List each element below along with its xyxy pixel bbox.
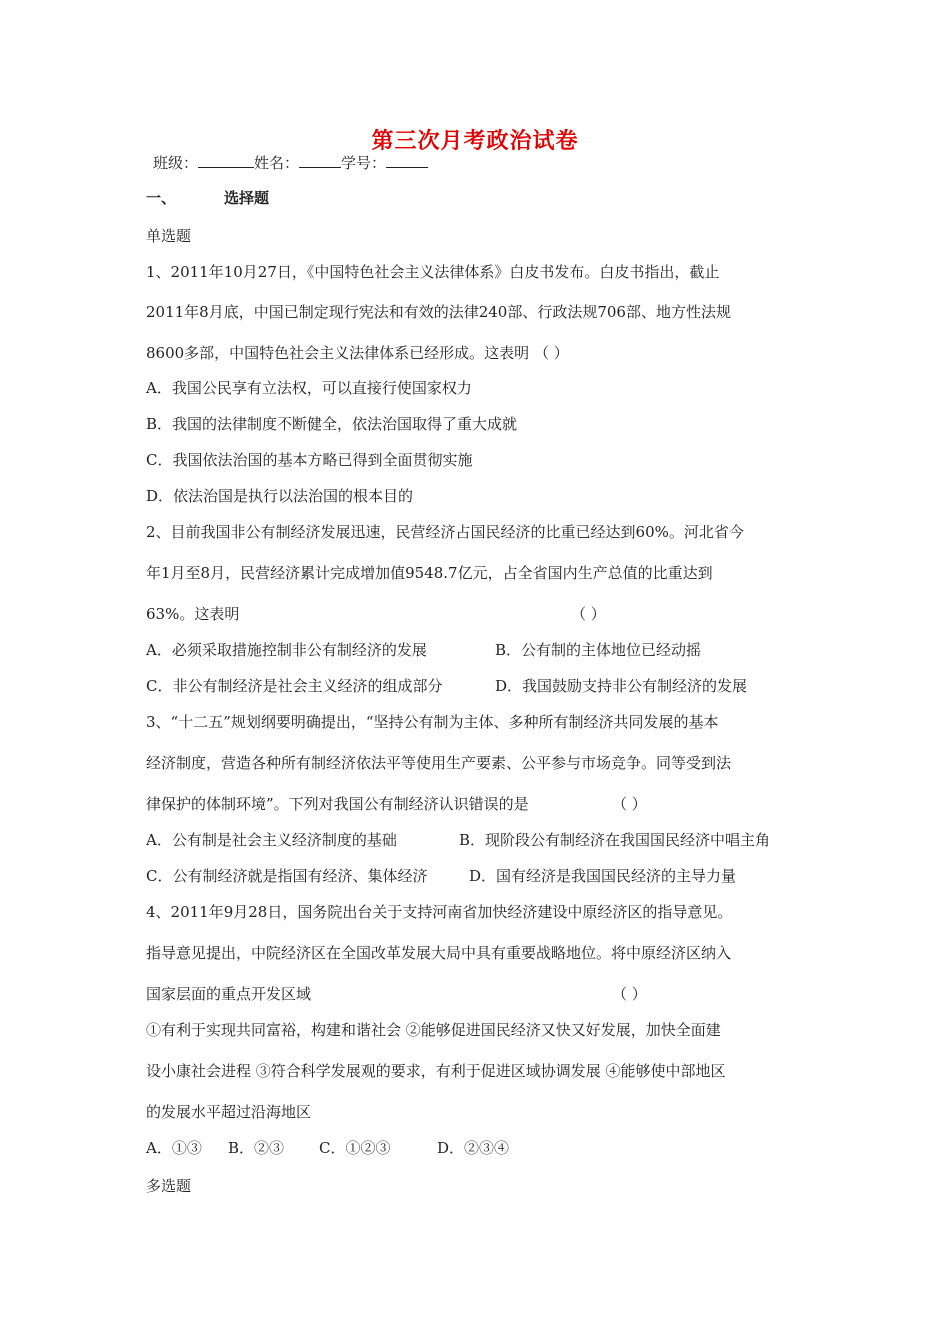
q3-answer-paren: （ ） [612,795,647,813]
q4-line1: 4、2011年9月28日，国务院出台关于支持河南省加快经济建设中原经济区的指导意见。 [146,903,733,921]
section-number: 一、 [146,189,177,207]
section-title: 选择题 [224,189,270,207]
q4-line3: 国家层面的重点开发区域 [146,985,312,1003]
id-label: 学号： [341,154,387,172]
page-title: 第三次月考政治试卷 [371,128,579,154]
q1-option-a: A．我国公民享有立法权，可以直接行使国家权力 [146,379,472,397]
q3-line3: 律保护的体制环境”。下列对我国公有制经济认识错误的是 [146,795,529,813]
q4-line2: 指导意见提出，中院经济区在全国改革发展大局中具有重要战略地位。将中原经济区纳入 [146,944,732,962]
q4-option-b: B．②③ [228,1139,285,1157]
q4-option-d: D．②③④ [437,1139,510,1157]
q4-line4: ①有利于实现共同富裕，构建和谐社会 ②能够促进国民经济又快又好发展，加快全面建 [146,1021,721,1039]
id-blank[interactable] [386,153,428,168]
q2-line3: 63%。这表明 [146,605,240,623]
section-heading [146,188,269,208]
q2-answer-paren: （ ） [571,605,606,623]
name-label: 姓名： [254,154,300,172]
q2-option-c: C．非公有制经济是社会主义经济的组成部分 [146,677,443,695]
q3-option-c: C．公有制经济就是指国有经济、集体经济 [146,867,428,885]
q1-line2: 2011年8月底，中国已制定现行宪法和有效的法律240部、行政法规706部、地方性法规 [146,303,731,321]
class-label: 班级： [153,154,199,172]
q4-line6: 的发展水平超过沿海地区 [146,1103,312,1121]
q1-option-d: D．依法治国是执行以法治国的根本目的 [146,487,414,505]
single-choice-label: 单选题 [146,227,192,245]
q2-line2: 年1月至8月，民营经济累计完成增加值9548.7亿元，占全省国内生产总值的比重达到 [146,564,713,582]
q3-option-b: B．现阶段公有制经济在我国国民经济中唱主角 [459,831,771,849]
multi-choice-label: 多选题 [146,1177,192,1195]
q4-option-a: A．①③ [146,1139,202,1157]
q1-line1: 1、2011年10月27日，《中国特色社会主义法律体系》白皮书发布。白皮书指出，截止 [146,263,720,281]
q2-option-d: D．我国鼓励支持非公有制经济的发展 [495,677,748,695]
class-blank[interactable] [198,153,254,168]
q4-option-c: C．①②③ [319,1139,391,1157]
q4-line5: 设小康社会进程 ③符合科学发展观的要求，有利于促进区域协调发展 ④能够使中部地区 [146,1062,726,1080]
q4-answer-paren: （ ） [612,985,647,1003]
q1-line3: 8600多部，中国特色社会主义法律体系已经形成。这表明 （ ） [146,344,569,362]
name-blank[interactable] [299,153,341,168]
q2-option-a: A．必须采取措施控制非公有制经济的发展 [146,641,427,659]
q3-option-d: D．国有经济是我国国民经济的主导力量 [469,867,737,885]
q3-line2: 经济制度，营造各种所有制经济依法平等使用生产要素、公平参与市场竞争。同等受到法 [146,754,732,772]
q2-line1: 2、目前我国非公有制经济发展迅速，民营经济占国民经济的比重已经达到60%。河北省今 [146,523,744,541]
q1-option-c: C．我国依法治国的基本方略已得到全面贯彻实施 [146,451,473,469]
q3-option-a: A．公有制是社会主义经济制度的基础 [146,831,397,849]
q2-option-b: B．公有制的主体地位已经动摇 [495,641,702,659]
q3-line1: 3、“十二五”规划纲要明确提出，“坚持公有制为主体、多种所有制经济共同发展的基本 [146,713,719,731]
student-info-row [153,152,428,173]
q1-option-b: B．我国的法律制度不断健全，依法治国取得了重大成就 [146,415,518,433]
